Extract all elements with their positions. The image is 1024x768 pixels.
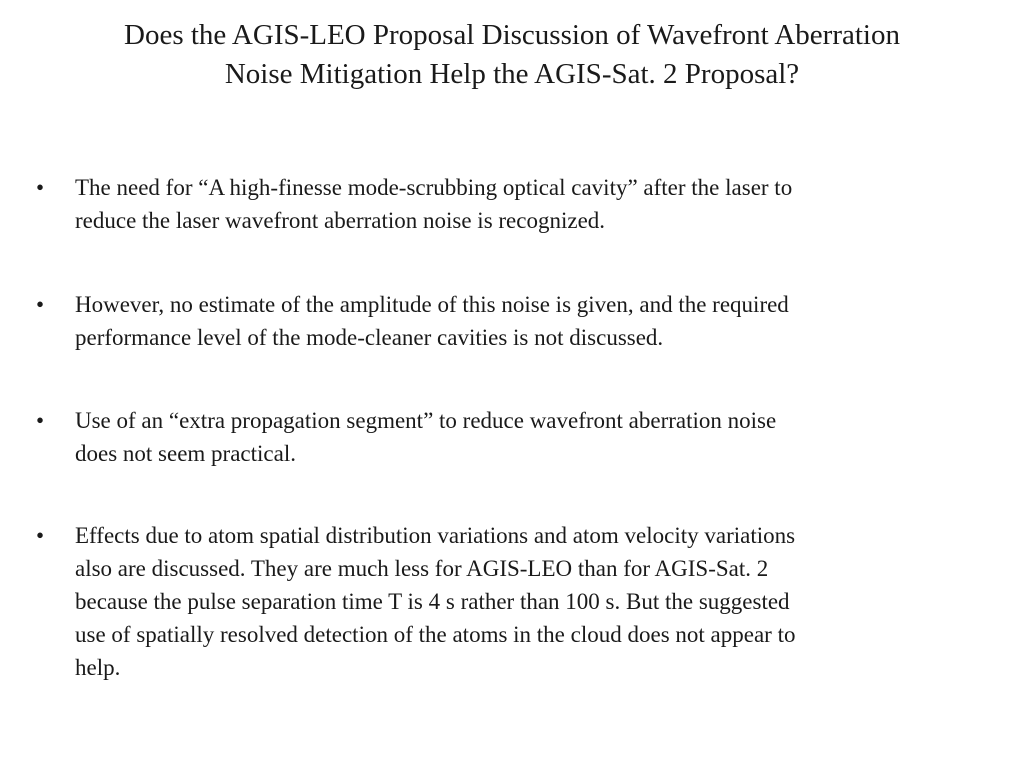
bullet-line: performance level of the mode-cleaner cavities is not discussed. xyxy=(75,325,664,350)
bullet-icon: • xyxy=(36,408,45,433)
bullet-line: does not seem practical. xyxy=(75,441,296,466)
bullet-icon: • xyxy=(36,523,45,548)
bullet-icon: • xyxy=(36,292,45,317)
bullet-line: also are discussed. They are much less for AGIS-LEO than for AGIS-Sat. 2 xyxy=(75,556,769,581)
bullet-icon: • xyxy=(36,175,45,200)
bullet-line: The need for “A high-finesse mode-scrubbing optical cavity” after the laser to xyxy=(75,175,793,200)
bullet-line: because the pulse separation time T is 4 s rather than 100 s. But the suggested xyxy=(75,589,790,614)
slide-title xyxy=(40,16,984,94)
title-line: Does the AGIS-LEO Proposal Discussion of Wavefront Aberration xyxy=(124,19,900,51)
bullet-text xyxy=(75,404,975,470)
bullet-line: Use of an “extra propagation segment” to reduce wavefront aberration noise xyxy=(75,408,777,433)
bullet-text xyxy=(75,171,975,237)
bullet-text xyxy=(75,288,975,354)
title-line: Noise Mitigation Help the AGIS-Sat. 2 Proposal? xyxy=(224,58,800,90)
bullet-line: However, no estimate of the amplitude of this noise is given, and the required xyxy=(75,292,789,317)
bullet-line: help. xyxy=(75,655,121,680)
bullet-line: reduce the laser wavefront aberration noise is recognized. xyxy=(75,208,606,233)
bullet-item xyxy=(0,288,975,354)
bullet-line: Effects due to atom spatial distribution variations and atom velocity variations xyxy=(75,523,796,548)
bullet-text xyxy=(75,519,975,684)
bullet-item xyxy=(0,404,975,470)
bullet-line: use of spatially resolved detection of the atoms in the cloud does not appear to xyxy=(75,622,796,647)
bullet-item xyxy=(0,519,975,684)
bullet-item xyxy=(0,171,975,237)
